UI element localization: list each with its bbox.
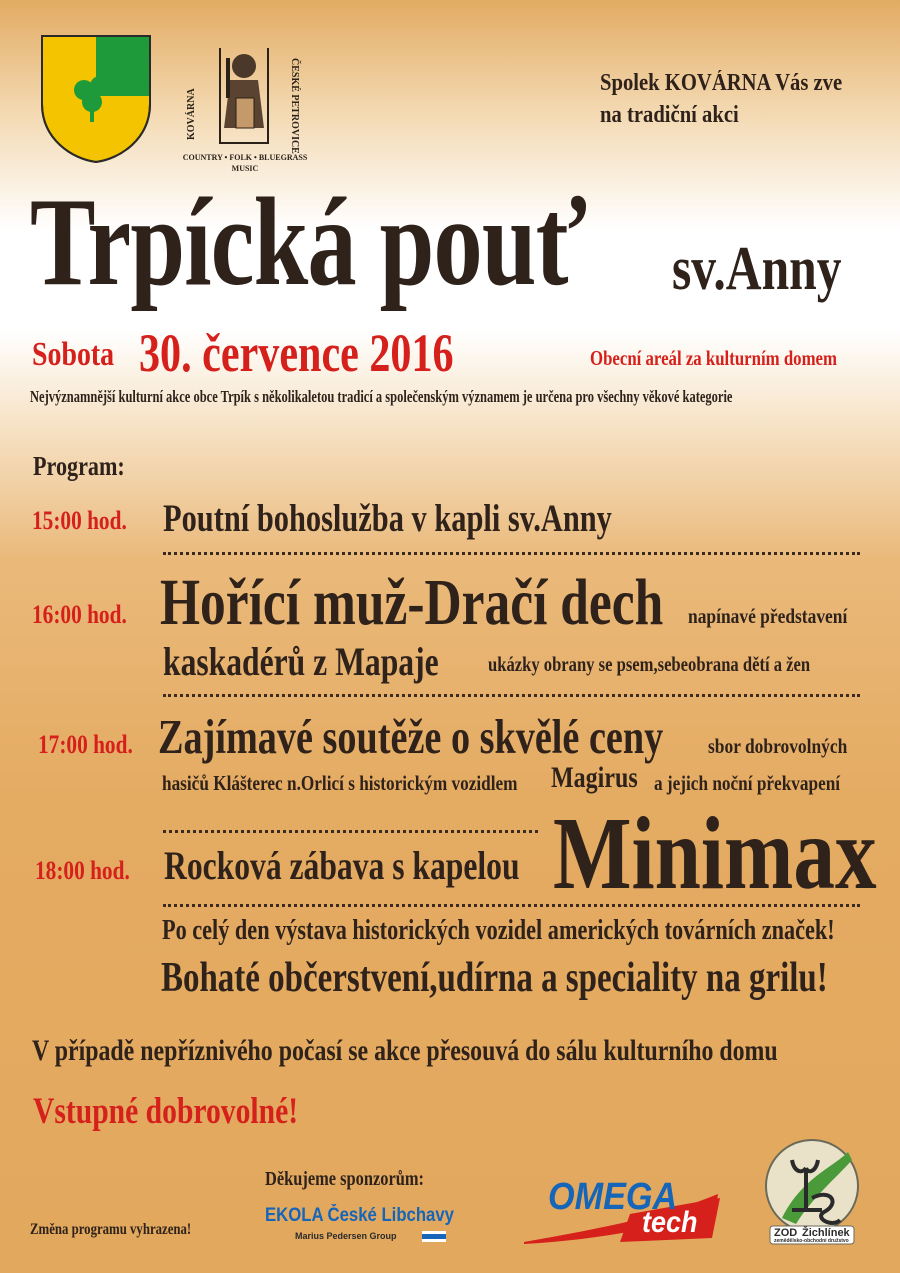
svg-text:MUSIC: MUSIC (231, 164, 259, 173)
coat-of-arms-icon (40, 34, 152, 164)
title-sub: sv.Anny (672, 235, 842, 303)
zod-town: Žichlínek (802, 1227, 850, 1239)
sponsors-heading: Děkujeme sponzorům: (265, 1168, 424, 1190)
divider (163, 694, 860, 697)
brand-magirus: Magirus (551, 761, 638, 794)
time-17: 17:00 hod. (38, 730, 133, 759)
event-firefighters-end: a jejich noční překvapení (654, 771, 841, 795)
page-title: Trpícká pouť (30, 173, 587, 312)
sponsor-ekola (265, 1205, 480, 1241)
sponsor-zod (762, 1138, 862, 1248)
divider (163, 904, 860, 907)
sponsor-omega-tech (520, 1172, 720, 1247)
divider (163, 552, 860, 555)
band-name: Minimax (553, 796, 877, 911)
kovarna-logo (180, 28, 310, 178)
event-firefighters: hasičů Klášterec n.Orlicí s historickým vozidlem (162, 771, 518, 795)
weather-note: V případě nepříznivého počasí se akce přesouvá do sálu kulturního domu (32, 1034, 778, 1067)
event-competitions: Zajímavé soutěže o skvělé ceny (158, 709, 664, 764)
sponsor-ekola-name: EKOLA České Libchavy (265, 1205, 454, 1226)
event-competitions-note: sbor dobrovolných (708, 734, 848, 758)
event-date: 30. července 2016 (139, 323, 454, 383)
time-15: 15:00 hod. (32, 506, 127, 535)
invite-line-2: na tradiční akci (600, 102, 739, 128)
intro-text: Nejvýznamnější kulturní akce obce Trpík s několikaletou tradicí a společenským významem je určena pro všechny věkové kategorie (30, 387, 733, 406)
event-fire-note: napínavé představení (688, 604, 848, 628)
sponsor-ekola-sub: Marius Pedersen Group (295, 1231, 397, 1241)
event-fire-line2: kaskadérů z Mapaje (163, 639, 439, 684)
zod-subtitle: zemědělsko-obchodní družstvo (774, 1238, 849, 1244)
event-rock: Rocková zábava s kapelou (164, 843, 520, 888)
event-fire-note2: ukázky obrany se psem,sebeobrana dětí a žen (488, 652, 811, 676)
omega-text: OMEGA (548, 1176, 678, 1218)
invite-line-1: Spolek KOVÁRNA Vás zve (600, 70, 843, 96)
flag-icon (422, 1231, 446, 1242)
date-day: Sobota (32, 336, 115, 373)
divider (163, 830, 538, 833)
event-mass: Poutní bohoslužba v kapli sv.Anny (163, 497, 612, 540)
exhibition-line: Po celý den výstava historických vozidel amerických továrních značek! (162, 915, 835, 946)
zod-text: ZOD (774, 1227, 798, 1239)
tech-text: tech (642, 1206, 698, 1239)
time-16: 16:00 hod. (32, 600, 127, 629)
time-18: 18:00 hod. (35, 856, 130, 885)
refreshments-line: Bohaté občerstvení,udírna a speciality na grilu! (161, 955, 828, 1001)
entry-fee: Vstupné dobrovolné! (33, 1091, 299, 1132)
program-heading: Program: (33, 451, 125, 481)
svg-text:KOVÁRNA: KOVÁRNA (186, 88, 197, 140)
event-fire-show: Hořící muž-Dračí dech (160, 566, 664, 639)
program-change-note: Změna programu vyhrazena! (30, 1221, 192, 1238)
venue: Obecní areál za kulturním domem (590, 346, 838, 370)
svg-text:ČESKÉ PETROVICE: ČESKÉ PETROVICE (289, 58, 300, 154)
svg-text:COUNTRY • FOLK • BLUEGRASS: COUNTRY • FOLK • BLUEGRASS (182, 153, 308, 162)
